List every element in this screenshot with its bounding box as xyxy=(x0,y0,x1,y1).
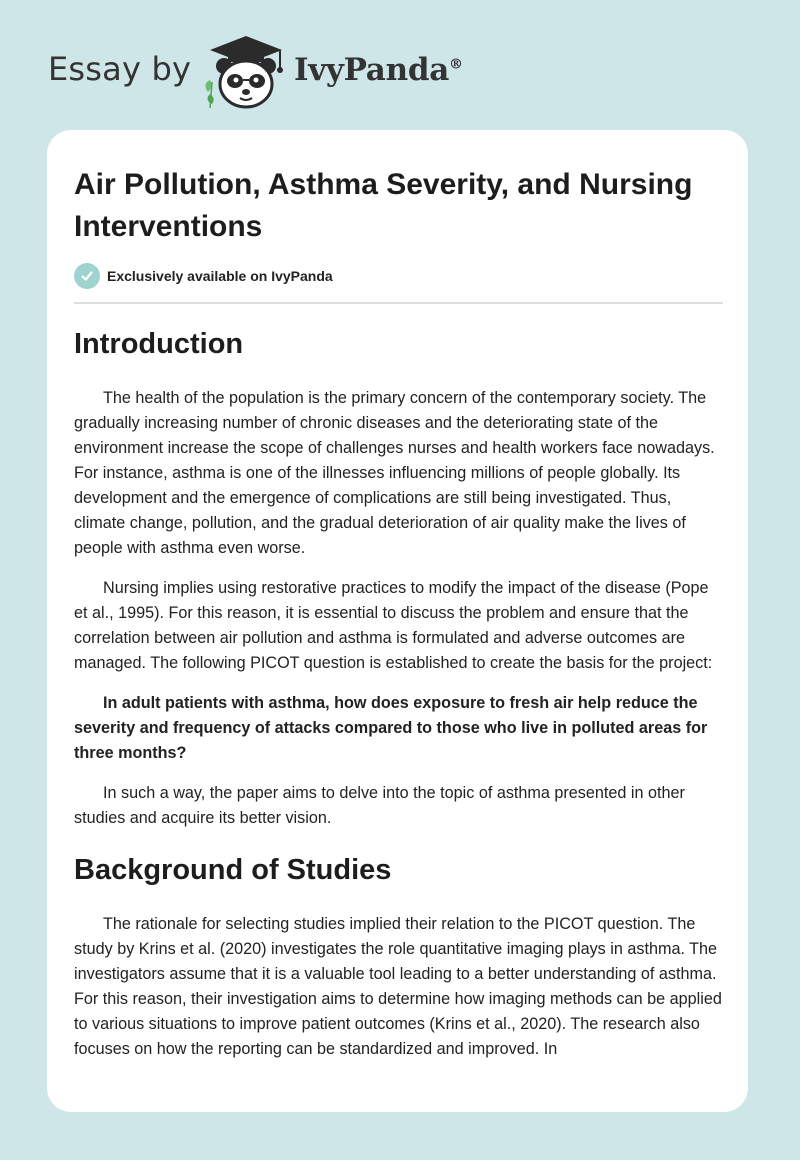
brand-name-text: IvyPanda xyxy=(294,52,449,88)
exclusive-label: Exclusively available on IvyPanda xyxy=(107,268,333,284)
article-title: Air Pollution, Asthma Severity, and Nursing Interventions xyxy=(74,168,693,243)
title-divider xyxy=(74,302,723,304)
paragraph: The health of the population is the primary concern of the contemporary society. The gradually increasing number of chronic diseases and the deteriorating state of the environment increase the scope of challenges nurses and health workers face nowadays. For instance, asthma is one of the illnesses influencing millions of people globally. Its development and the emergence of complications are still being investigated. Thus, climate change, pollution, and the gradual deterioration of air quality make the lives of people with asthma even worse. xyxy=(74,389,715,557)
essay-by-label: Essay by xyxy=(48,50,192,88)
article-card xyxy=(47,130,748,1112)
brand-registered-mark: ® xyxy=(449,56,463,73)
brand-name[interactable] xyxy=(294,52,463,88)
exclusive-badge xyxy=(74,262,333,290)
picot-question: In adult patients with asthma, how does exposure to fresh air help reduce the severity and frequency of attacks compared to those who live in polluted areas for three months? xyxy=(74,694,708,762)
section-heading-introduction: Introduction xyxy=(74,328,244,360)
panda-graduate-icon[interactable] xyxy=(200,34,292,110)
article-content xyxy=(74,320,723,1062)
paragraph: Nursing implies using restorative practices to modify the impact of the disease (Pope et al., 1995). For this reason, it is essential to discuss the problem and ensure that the correlation between air pollution and asthma is formulated and adverse outcomes are managed. The following PICOT question is established to create the basis for the project: xyxy=(74,579,713,672)
paragraph: In such a way, the paper aims to delve into the topic of asthma presented in other studies and acquire its better vision. xyxy=(74,784,685,827)
site-header xyxy=(0,0,800,130)
section-heading-background: Background of Studies xyxy=(74,854,392,886)
check-circle-icon xyxy=(74,263,100,289)
paragraph: The rationale for selecting studies implied their relation to the PICOT question. The study by Krins et al. (2020) investigates the role quantitative imaging plays in asthma. The investigators assume that it is a valuable tool leading to a better understanding of asthma. For this reason, their investigation aims to determine how imaging methods can be applied to various situations to improve patient outcomes (Krins et al., 2020). The research also focuses on how the reporting can be standardized and improved. In xyxy=(74,915,722,1058)
